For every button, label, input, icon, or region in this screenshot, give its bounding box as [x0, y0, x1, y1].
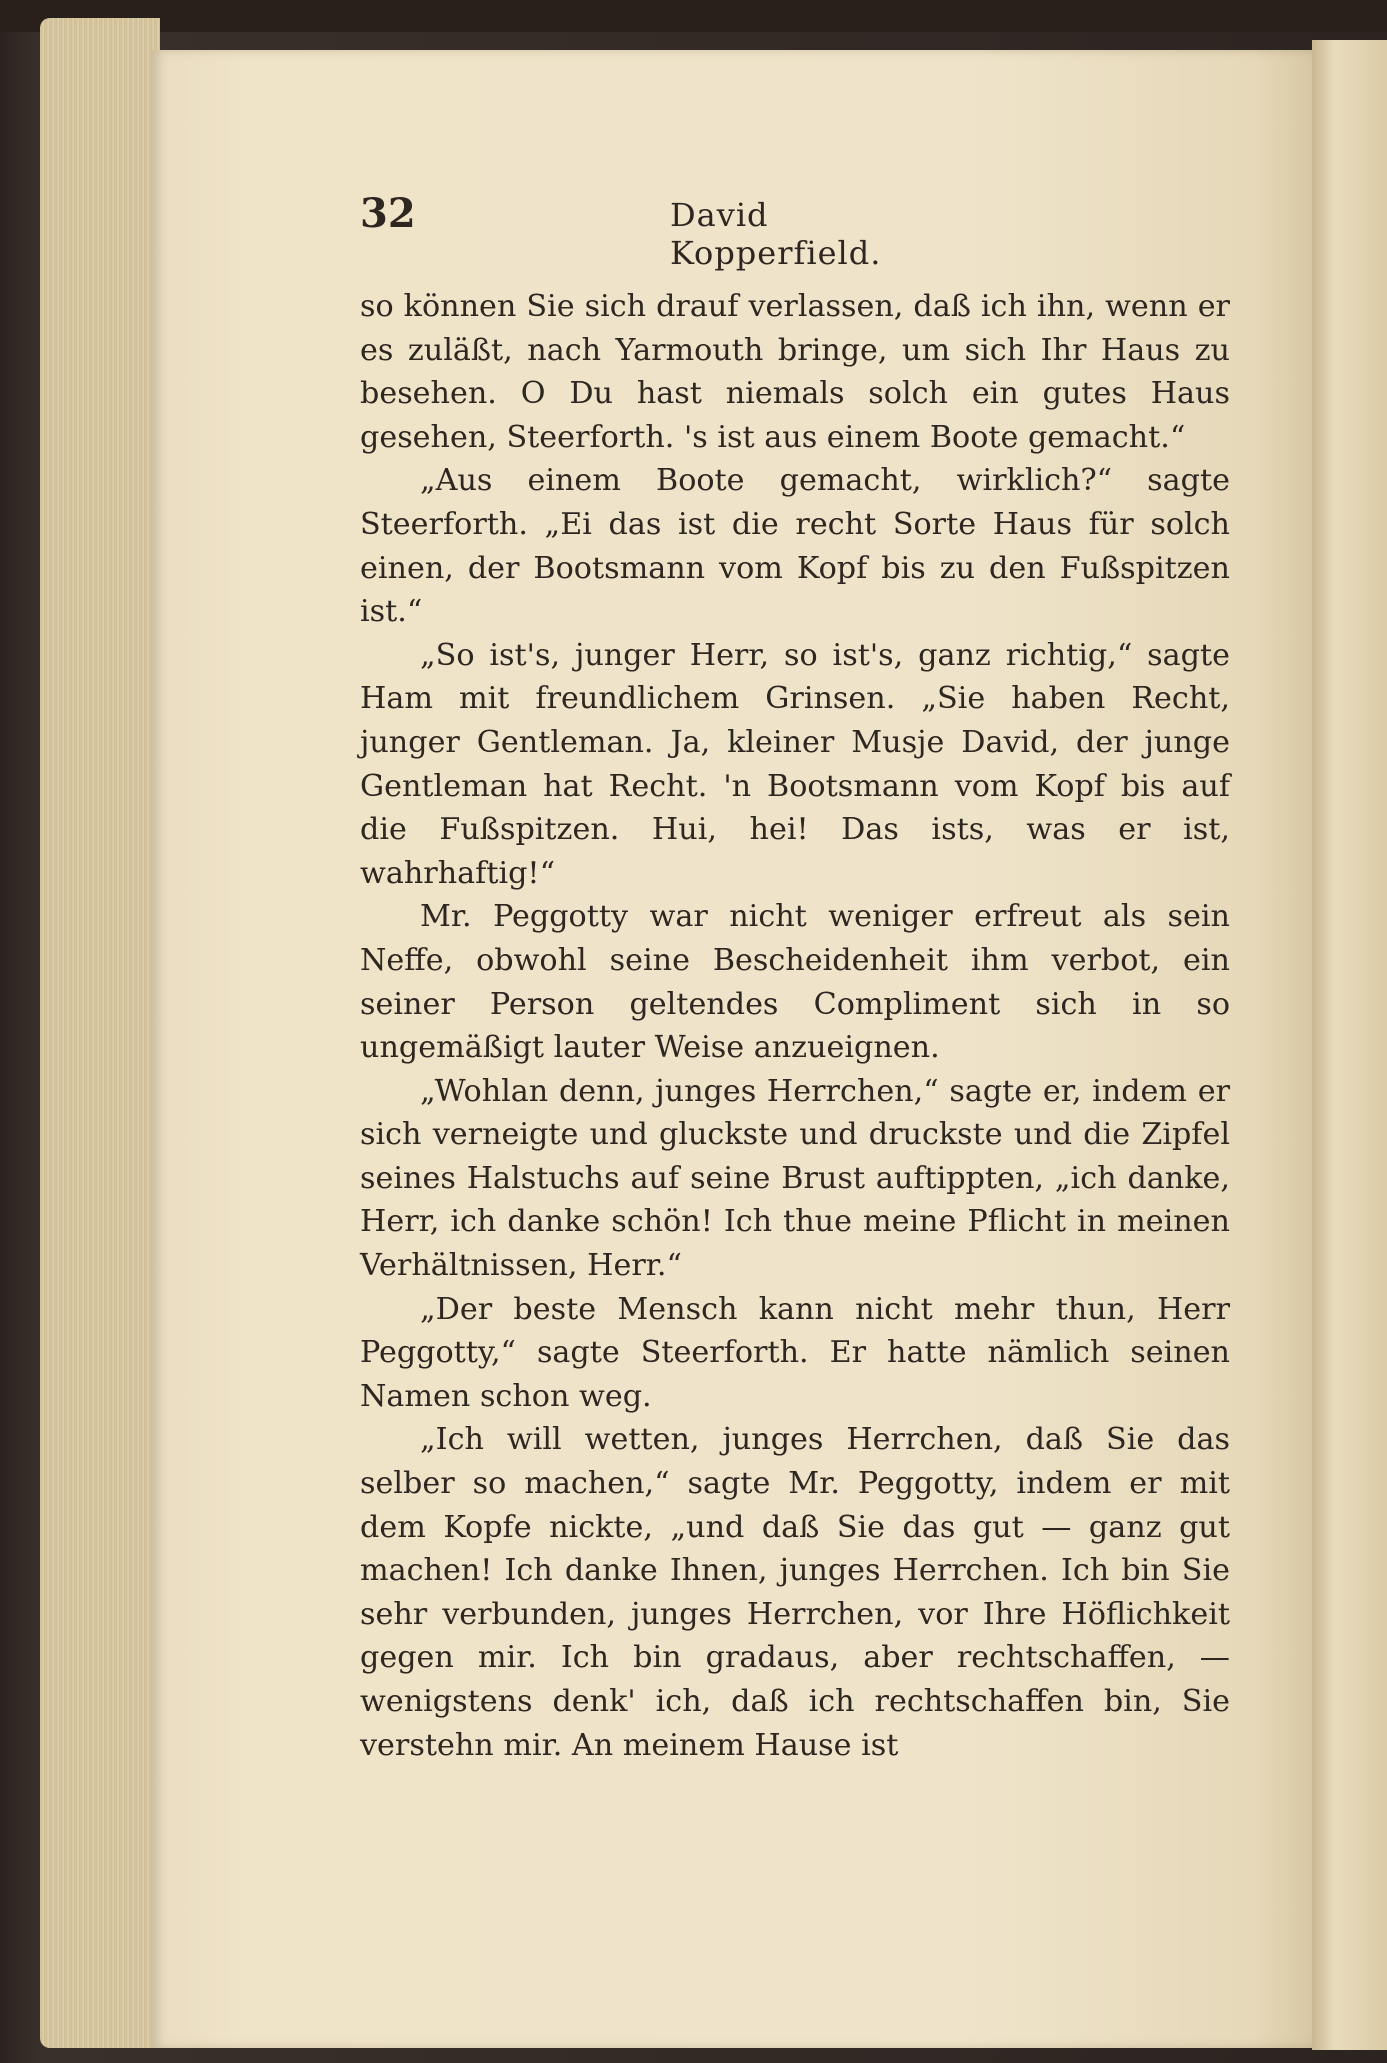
paragraph: „Wohlan denn, junges Herrchen,“ sagte er, indem er sich verneigte und gluckste und druckste und die Zipfel seines Halstuchs auf seine Brust auftippten, „ich danke, Herr, ich danke schön! Ich thue meine Pflicht in meinen Verhältnissen, Herr.“: [360, 1073, 1230, 1284]
paragraph: Mr. Peggotty war nicht weniger erfreut als sein Neffe, obwohl seine Bescheidenheit ihm verbot, ein seiner Person geltendes Compliment sich in so ungemäßigt lauter Weise anzueignen.: [360, 899, 1230, 1066]
paragraph: „Aus einem Boote gemacht, wirklich?“ sagte Steerforth. „Ei das ist die recht Sorte Haus für solch einen, der Bootsmann vom Kopf bis zu den Fußspitzen ist.“: [360, 463, 1230, 630]
paragraph: „Ich will wetten, junges Herrchen, daß Sie das selber so machen,“ sagte Mr. Peggotty, indem er mit dem Kopfe nickte, „und daß Sie das gut — ganz gut machen! Ich danke Ihnen, junges Herrchen. Ich bin Sie sehr verbunden, junges Herrchen, vor Ihre Höflichkeit gegen mir. Ich bin gradaus, aber rechtschaffen, — wenigstens denk' ich, daß ich rechtschaffen bin, Sie verstehn mir. An meinem Hause ist: [360, 1422, 1230, 1763]
page-edge-right: [1312, 40, 1387, 2050]
running-title: David Kopperfield.: [670, 196, 882, 272]
page-header: [360, 190, 960, 272]
body-text: [360, 285, 1230, 1767]
page-edges-left: [40, 18, 160, 2048]
page-number: 32: [360, 190, 416, 237]
paragraph: so können Sie sich drauf verlassen, daß ich ihn, wenn er es zuläßt, nach Yarmouth bringe, um sich Ihr Haus zu besehen. O Du hast niemals solch ein gutes Haus gesehen, Steerforth. 's ist aus einem Boote gemacht.“: [360, 289, 1230, 455]
book-cover-top: [0, 0, 1387, 32]
paragraph: „So ist's, junger Herr, so ist's, ganz richtig,“ sagte Ham mit freundlichem Grinsen. „Sie haben Recht, junger Gentleman. Ja, kleiner Musje David, der junge Gentleman hat Recht. 'n Bootsmann vom Kopf bis auf die Fußspitzen. Hui, hei! Das ists, was er ist, wahrhaftig!“: [360, 637, 1230, 891]
paragraph: „Der beste Mensch kann nicht mehr thun, Herr Peggotty,“ sagte Steerforth. Er hatte nämlich seinen Namen schon weg.: [360, 1291, 1230, 1414]
